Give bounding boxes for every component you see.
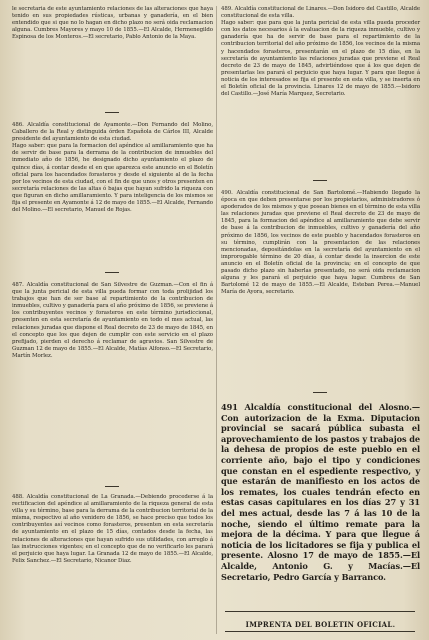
- notice-489: 489. Alcaldía constitucional de Linares.—Don Isidoro del Castillo, Alcalde constitucional de esta villa. Hago saber: que para que la junta pericial de esta villa pueda proceder con los datos necesarios á la evaluacion de la riqueza inmueble, cultivo y ganadería que ha de servir de base para el repartimiento de la contribucion territorial del año próximo de 1856, los vecinos de la misma y hacendados forasteros, presentarán en el plazo de 15 días, en la secretaría de ayuntamiento las relaciones juradas que previene el Real decreto de 23 de mayo de 1845, advirtiéndose que á los que dejen de presentarlas les parará el perjuicio que haya lugar. Y para que llegue á noticia de los interesados se fija el presente en esta villa, y se inserta en el Boletín oficial de la provincia. Linares 12 de mayo de 1855.—Isidoro del Castillo.—José María Marquez, Secretario.: [221, 6, 420, 98]
- footer-rule-top: [225, 611, 415, 612]
- notice-488: 488. Alcaldía constitucional de La Granada.—Debiendo procederse á la rectificacion del apéndice al amillaramiento de la riqueza general de esta villa y su término, base para la derrama de la contribucion territorial de la misma, respectivo al año venidero de 1856, se hace preciso que todos los contribuyentes así vecinos como forasteros, presenten en esta secretaría de ayuntamiento en el plazo de 15 días, contados desde la fecha, las relaciones de alteraciones que hayan sufrido sus utilidades, con arreglo á las instrucciones vigentes; en el concepto que de no verificarlo les parará el perjuicio que haya lugar. La Granada 12 de mayo de 1855.—El Alcalde, Felix Sanchez.—El Secretario, Nicanor Diaz.: [12, 494, 213, 564]
- column-divider: [216, 6, 217, 634]
- separator: [105, 486, 119, 487]
- separator: [313, 180, 327, 181]
- notice-487: 487. Alcaldía constitucional de San Silvestre de Guzman.—Con el fin á que la junta pericial de esta villa pueda formar con toda prolijidad los trabajos que han de ser base al repartimiento de la contribucion de inmuebles, cultivo y ganadería para el año próximo de 1856, se previene á los contribuyentes vecinos y forasteros en este término jurisdiccional, presenten en esta secretaría de ayuntamiento en todo el mes actual, las relaciones juradas que dispone el Real decreto de 23 de mayo de 1845, en el concepto que los que dejen de cumplir con este servicio en el plazo prefijado, pierden el derecho á reclamar de agravios. San Silvestre de Guzman 12 de mayo de 1855.—El Alcalde, Matías Alfonso.—El Secretario, Martín Morlez.: [12, 282, 213, 359]
- footer-rule-bottom: [225, 631, 415, 632]
- separator: [313, 392, 327, 393]
- printer-imprint: IMPRENTA DEL BOLETIN OFICIAL.: [245, 620, 396, 629]
- separator: [105, 112, 119, 113]
- separator: [105, 272, 119, 273]
- notice-485-tail: le secretaria de este ayuntamiento relaciones de las alteraciones que haya tenido en sus propiedades rústicas, urbanas y ganadería, en el bien entendido que si que no lo hagan en dicho plazo no será oida reclamacion alguna. Cumbres Mayores y mayo 10 de 1855.—El Alcalde, Hermenegildo Espinosa de los Monteros.—El secretario, Pablo Antonio de la Maya.: [12, 6, 213, 41]
- notice-491: 491 Alcaldía constitucional del Alosno.—Con autorizacion de la Exma. Diputacion provincial se sacará pública subasta el aprovechamiento de los pastos y trabajos de la dehesa de propios de este pueblo en el corriente año, bajo el tipo y condiciones que constan en el espediente respectivo, y que estarán de manifiesto en los actos de los remates, los cuales tendrán efecto en estas casas capitulares en los días 27 y 31 del mes actual, desde las 7 á las 10 de la noche, siendo el último remate para la mejora de la décima. Y para que llegue á noticia de los licitadores se fija y publica el presente. Alosno 17 de mayo de 1855.—El Alcalde, Antonio G. y Macías.—El Secretario, Pedro García y Barranco.: [221, 402, 420, 582]
- notice-490: 490. Alcaldía constitucional de San Bartolomé.—Habiendo llegado la época en que deben presentarse por los propietarios, administradores ó apoderados de los mismos y que posean bienes en el término de esta villa las relaciones juradas que previene el Real decreto de 23 de mayo de 1845, para la formacion del apéndice al amillaramiento que debe servir de base á la contribucion de inmuebles, cultivo y ganadería del año próximo de 1856, los vecinos de este pueblo y hacendados forasteros en su término, cumplirán con la presentacion de las relaciones mencionadas, depositándolas en la secretaría del ayuntamiento en el improrogable término de 20 días, á contar desde la insercion de este anuncio en el Boletín oficial de la provincia; en el concepto de que pasado dicho plazo sin haberlas presentado, no será oida reclamacion alguna y les parará el perjuicio que haya lugar. Cumbres de San Bartolomé 12 de mayo de 1855.—El Alcalde, Esteban Perea.—Manuel María de Ayora, secretario.: [221, 190, 420, 296]
- notice-486: 486. Alcaldía constitucional de Ayamonte.—Don Fernando del Molino, Caballero de la Real y distinguida órden Española de Cárlos III, Alcalde presidente del ayuntamiento de esta ciudad. Hago saber: que para la formacion del apéndice al amillaramiento que ha de servir de base para la derrama de la contribucion de inmuebles del inmediato año de 1856, he designado dicho ayuntamiento el plazo de quince días, á contar desde el en que aparezca este anuncio en el Boletín oficial para los hacendados forasteros y desde el siguiente al de la fecha por los vecinos de esta ciudad, con el fin de que unos y otros presenten en secretaría relaciones de las altas ó bajas que hayan sufrido la riqueza con que figuran en dicho amillaramiento. Y para inteligencia de los mismos se fija el presente en Ayamonte á 12 de mayo de 1855.—El Alcalde, Fernando del Molino.—El secretario, Manuel de Rojas.: [12, 122, 213, 214]
